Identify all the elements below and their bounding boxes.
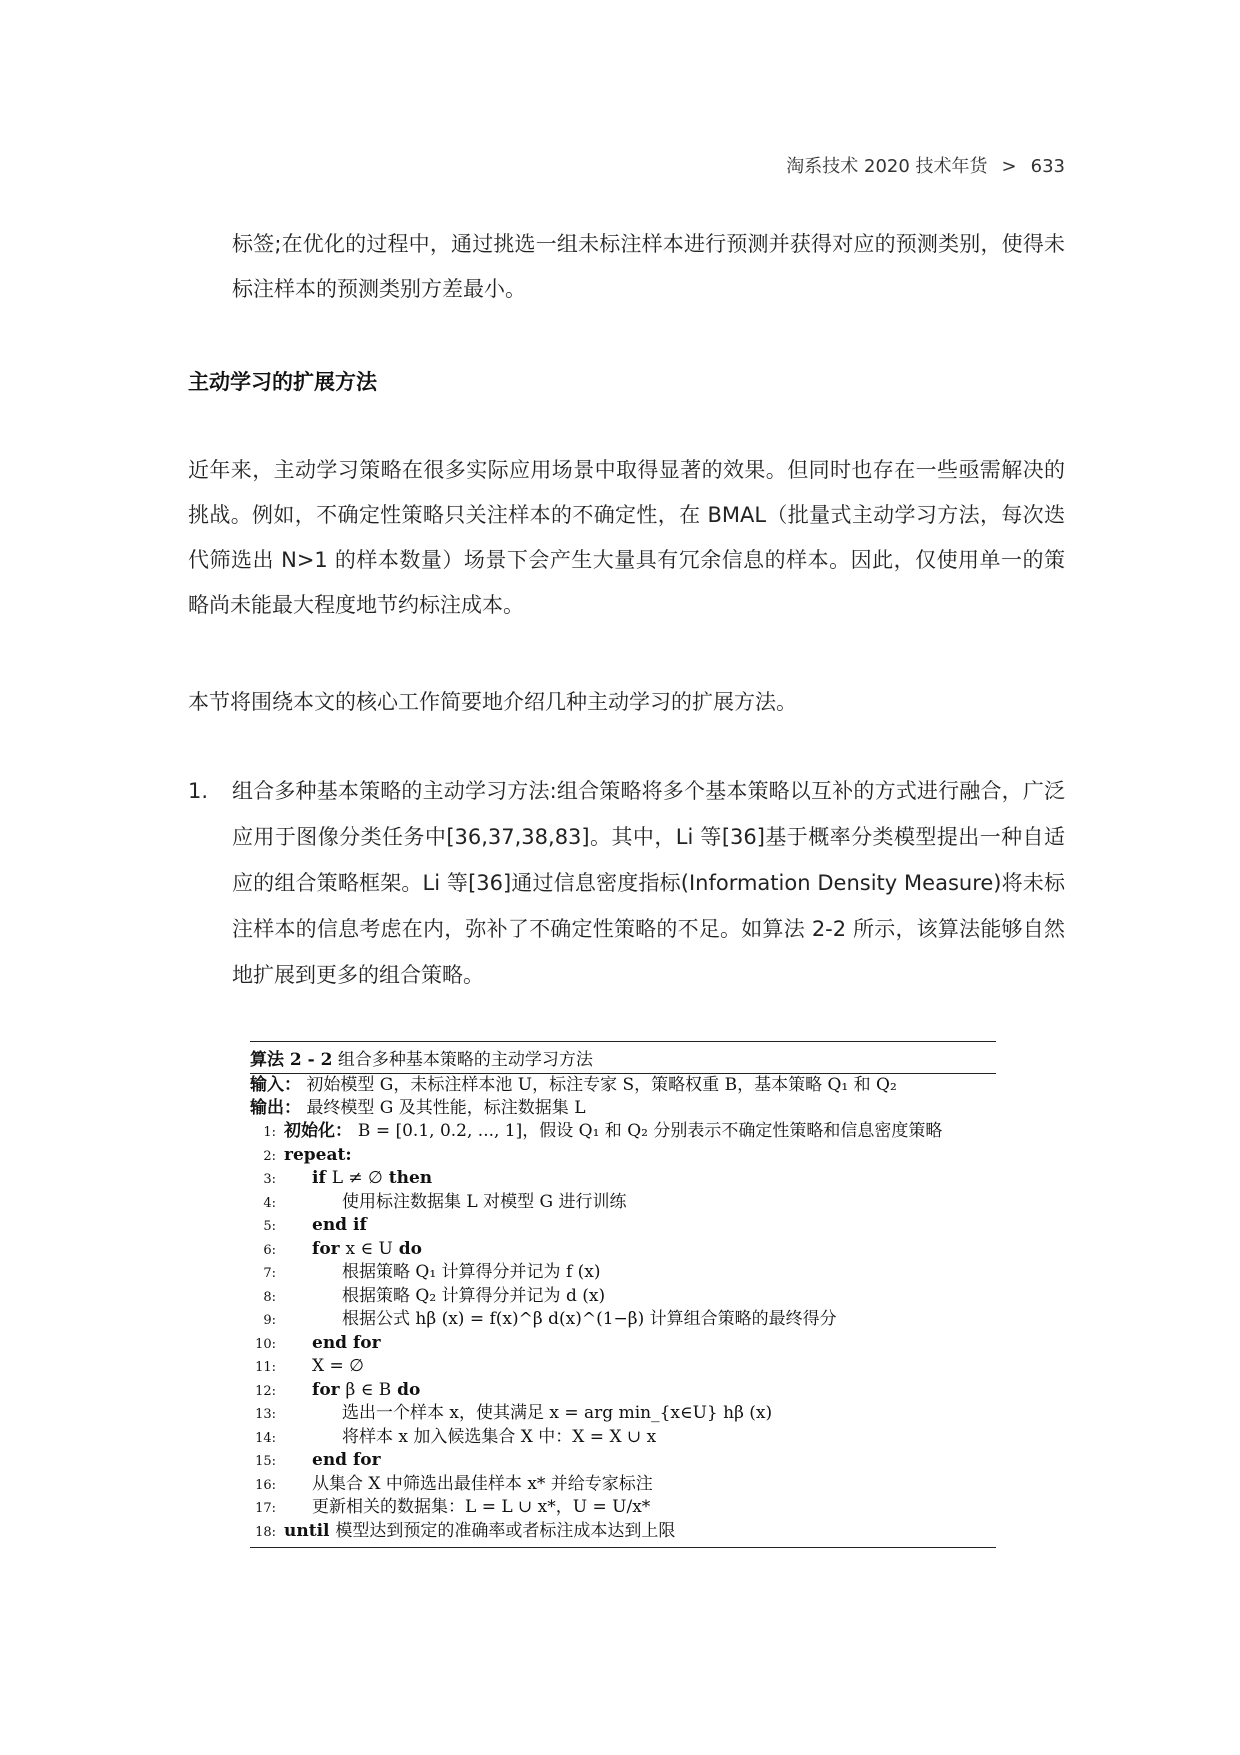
algorithm-line	[250, 1238, 996, 1262]
algorithm-line-number: 17:	[255, 1501, 276, 1516]
algorithm-keyword: then	[382, 1168, 433, 1188]
book-title: 淘系技术 2020 技术年货	[786, 156, 988, 177]
algorithm-line	[250, 1449, 996, 1473]
algorithm-line-number: 18:	[255, 1524, 276, 1540]
algorithm-line-number: 11:	[255, 1360, 276, 1375]
algorithm-output-label: 输出：	[250, 1098, 301, 1118]
algorithm-line-text: 模型达到预定的准确率或者标注成本达到上限	[335, 1520, 676, 1541]
algorithm-line-text: 根据策略 Q₁ 计算得分并记为 f (x)	[342, 1262, 601, 1282]
page-number: 633	[1030, 156, 1065, 177]
algorithm-title-row	[250, 1042, 996, 1074]
algorithm-line-text: B = [0.1, 0.2, ..., 1]，假设 Q₁ 和 Q₂ 分别表示不确定性策略和信息密度策略	[357, 1121, 943, 1141]
algorithm-line	[250, 1355, 996, 1379]
algorithm-line-text: β ∈ B	[345, 1379, 392, 1400]
algorithm-line-number: 1:	[263, 1125, 276, 1140]
algorithm-line-text: 将样本 x 加入候选集合 X 中：X = X ∪ x	[342, 1426, 657, 1447]
algorithm-line	[250, 1167, 996, 1191]
algorithm-line-text: 根据策略 Q₂ 计算得分并记为 d (x)	[342, 1285, 606, 1306]
algorithm-line	[250, 1473, 996, 1497]
list-item-number: 1.	[188, 779, 209, 803]
algorithm-input-text: 初始模型 G，未标注样本池 U，标注专家 S，策略权重 B，基本策略 Q₁ 和 Q₂	[306, 1075, 897, 1095]
algorithm-line-text: 使用标注数据集 L 对模型 G 进行训练	[342, 1191, 627, 1212]
algorithm-line	[250, 1402, 996, 1426]
algorithm-box	[250, 1041, 996, 1548]
algorithm-line	[250, 1191, 996, 1215]
algorithm-line-number: 9:	[263, 1313, 276, 1328]
algorithm-line-number: 13:	[255, 1407, 276, 1422]
algorithm-output	[250, 1097, 996, 1120]
algorithm-keyword: do	[391, 1379, 421, 1400]
algorithm-line-number: 6:	[263, 1242, 276, 1258]
algorithm-input-label: 输入：	[250, 1075, 301, 1095]
algorithm-line	[250, 1144, 996, 1168]
algorithm-line	[250, 1120, 996, 1144]
algorithm-keyword: 初始化：	[284, 1121, 358, 1141]
algorithm-keyword: end for	[312, 1450, 381, 1470]
intro-paragraph: 近年来，主动学习策略在很多实际应用场景中取得显著的效果。但同时也存在一些亟需解决的挑战。例如，不确定性策略只关注样本的不确定性，在 BMAL（批量式主动学习方法，每次迭代筛选出 N>1 的样本数量）场景下会产生大量具有冗余信息的样本。因此，仅使用单一的策略尚未能最大程度地节约标注成本。	[188, 458, 1065, 617]
algorithm-keyword: if	[312, 1168, 332, 1188]
algorithm-line-number: 15:	[255, 1454, 276, 1469]
algorithm-line-number: 3:	[263, 1172, 276, 1187]
algorithm-line	[250, 1520, 996, 1544]
continuation-paragraph: 标签;在优化的过程中，通过挑选一组未标注样本进行预测并获得对应的预测类别，使得未标注样本的预测类别方差最小。	[232, 232, 1065, 301]
algorithm-keyword: end if	[312, 1215, 367, 1235]
section-intro-paragraph: 本节将围绕本文的核心工作简要地介绍几种主动学习的扩展方法。	[188, 690, 797, 714]
algorithm-line-text: 更新相关的数据集：L = L ∪ x*，U = U/x*	[312, 1497, 651, 1517]
algorithm-keyword: end for	[312, 1332, 381, 1353]
algorithm-line	[250, 1285, 996, 1309]
algorithm-keyword: for	[312, 1379, 346, 1400]
algorithm-line-text: L ≠ ∅	[331, 1168, 383, 1188]
section-title: 主动学习的扩展方法	[188, 370, 377, 394]
page-header	[786, 152, 1065, 178]
algorithm-label: 算法 2 - 2	[250, 1050, 333, 1070]
algorithm-line-text: 选出一个样本 x，使其满足 x = arg min_{x∈U} hβ (x)	[342, 1403, 773, 1423]
list-item	[188, 768, 1065, 998]
algorithm-keyword: do	[392, 1238, 422, 1259]
algorithm-lines	[250, 1120, 996, 1543]
algorithm-line-text: X = ∅	[312, 1356, 364, 1376]
algorithm-line-number: 16:	[255, 1477, 276, 1493]
algorithm-keyword: repeat:	[284, 1144, 352, 1165]
algorithm-line-text: 从集合 X 中筛选出最佳样本 x* 并给专家标注	[312, 1473, 653, 1494]
algorithm-line-number: 10:	[255, 1336, 276, 1352]
algorithm-line	[250, 1332, 996, 1356]
algorithm-title: 组合多种基本策略的主动学习方法	[337, 1050, 593, 1070]
algorithm-line-number: 4:	[263, 1195, 276, 1211]
algorithm-line	[250, 1214, 996, 1238]
algorithm-keyword: for	[312, 1238, 346, 1259]
algorithm-line-text: 根据公式 hβ (x) = f(x)^β d(x)^(1−β) 计算组合策略的最终得分	[342, 1309, 837, 1329]
algorithm-line-text: x ∈ U	[345, 1238, 393, 1259]
breadcrumb-separator: >	[1001, 156, 1017, 177]
algorithm-line-number: 7:	[263, 1266, 276, 1281]
algorithm-line	[250, 1426, 996, 1450]
algorithm-line-number: 8:	[263, 1289, 276, 1305]
algorithm-line	[250, 1379, 996, 1403]
algorithm-bottom-rule	[250, 1547, 996, 1548]
list-item-text: 组合多种基本策略的主动学习方法:组合策略将多个基本策略以互补的方式进行融合，广泛应用于图像分类任务中[36,37,38,83]。其中，Li 等[36]基于概率分类模型提出一种自适应的组合策略框架。Li 等[36]通过信息密度指标(Information Density Measure)将未标注样本的信息考虑在内，弥补了不确定性策略的不足。如算法 2-2 所示，该算法能够自然地扩展到更多的组合策略。	[232, 779, 1065, 987]
algorithm-line-number: 12:	[255, 1383, 276, 1399]
algorithm-line	[250, 1496, 996, 1520]
algorithm-line	[250, 1261, 996, 1285]
algorithm-input	[250, 1074, 996, 1097]
algorithm-line	[250, 1308, 996, 1332]
algorithm-line-number: 5:	[263, 1219, 276, 1234]
algorithm-output-text: 最终模型 G 及其性能，标注数据集 L	[306, 1098, 586, 1118]
algorithm-line-number: 2:	[263, 1148, 276, 1164]
algorithm-keyword: until	[284, 1520, 336, 1541]
algorithm-line-number: 14:	[255, 1430, 276, 1446]
